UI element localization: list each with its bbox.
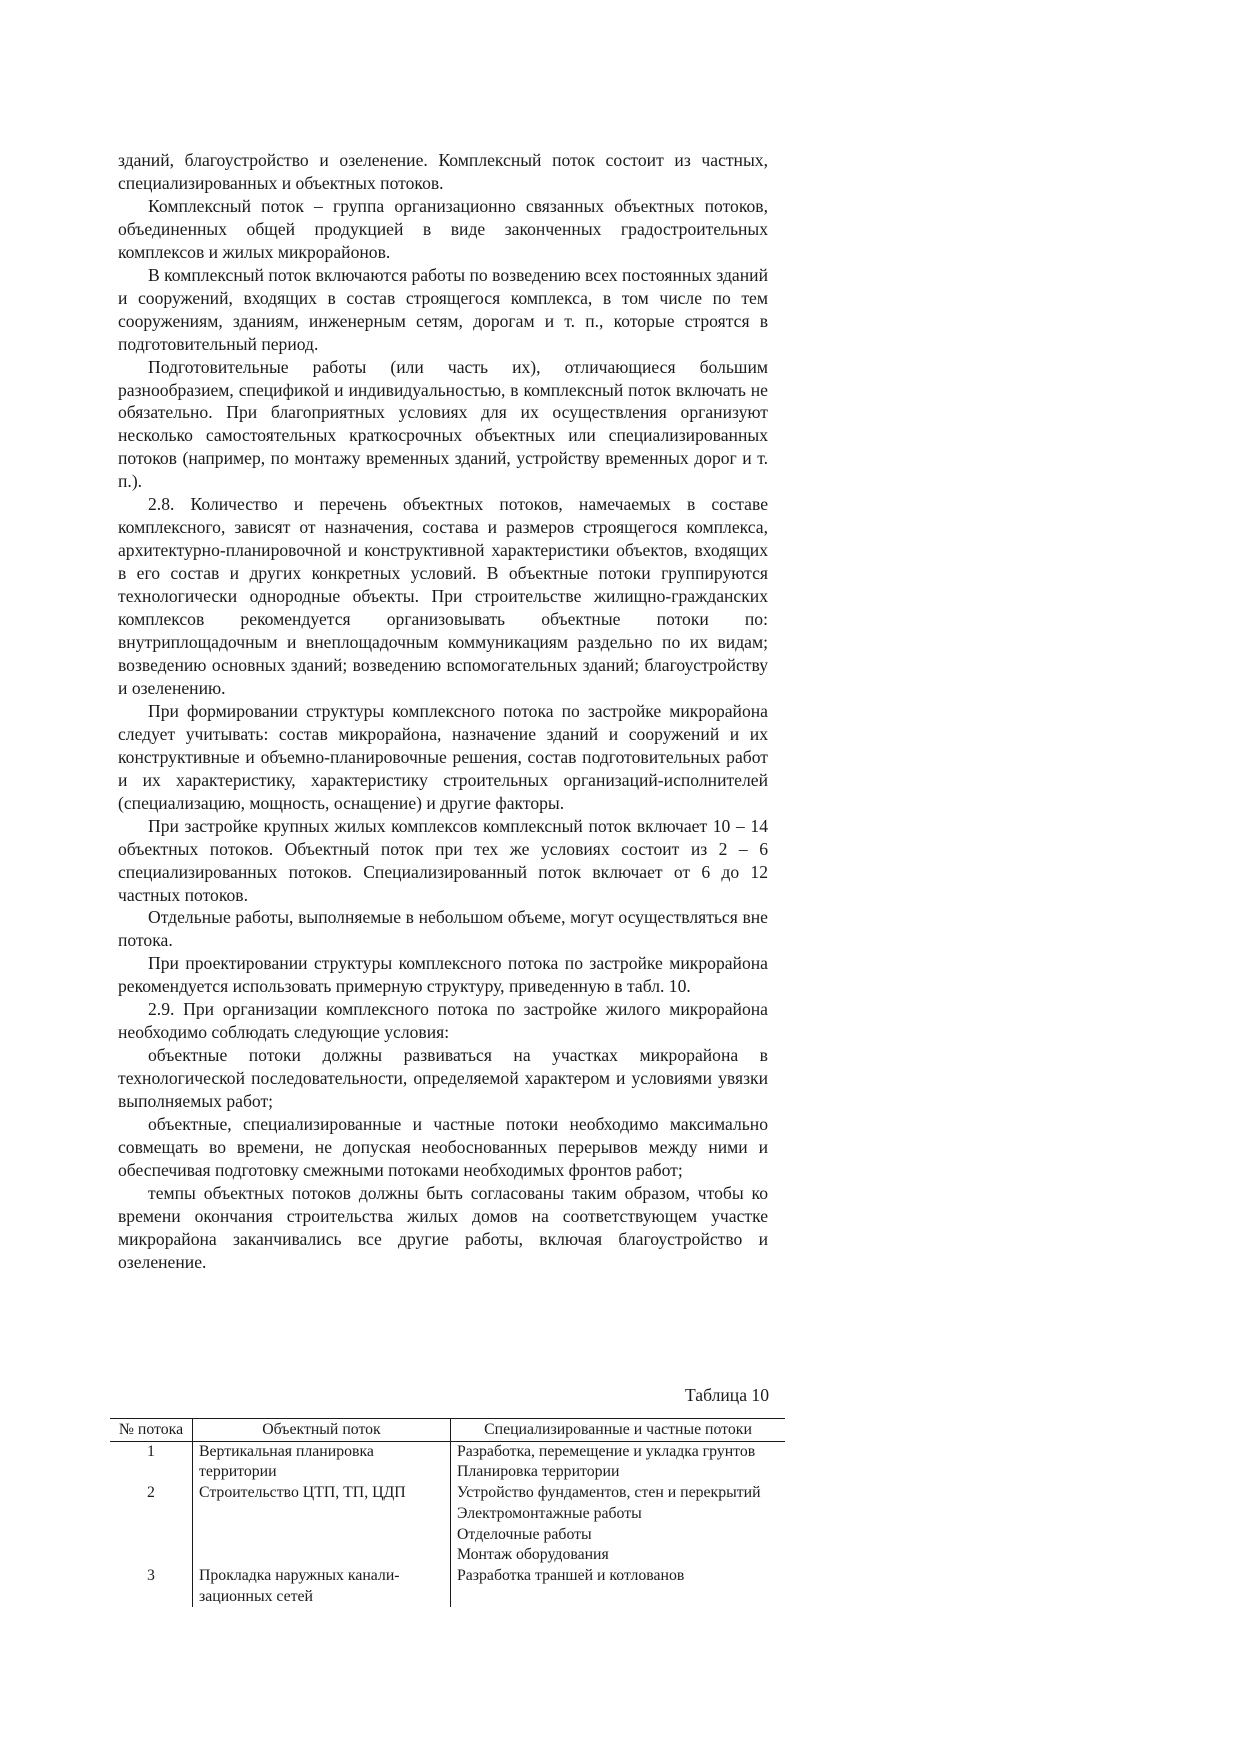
object-flow: Прокладка наружных канализационных сетей: [193, 1566, 451, 1607]
object-flow: Вертикальная планировка территории: [193, 1441, 451, 1483]
paragraph: В комплексный поток включаются работы по возведению всех постоянных зданий и сооружений, входящих в состав строящегося комплекса, в том числе по тем сооружениям, зданиям, инженерным сетям, дорогам и т. п., которые строятся в подготовительный период.: [118, 264, 768, 354]
table-header-row: [110, 1419, 785, 1442]
table-row: [110, 1566, 785, 1607]
special-flow-item: Электромонтажные работы: [457, 1504, 642, 1522]
special-flows: [451, 1483, 786, 1566]
paragraph: 2.9. При организации комплексного потока по застройке жилого микрорайона необходимо соблюдать следующие условия:: [118, 999, 768, 1043]
special-flows: [451, 1566, 786, 1607]
paragraph: Комплексный поток – группа организационно связанных объектных потоков, объединенных общей продукцией в виде законченных градостроительных комплексов и жилых микрорайонов.: [118, 195, 768, 262]
paragraph: При застройке крупных жилых комплексов комплексный поток включает 10 – 14 объектных потоков. Объектный поток при тех же условиях состоит из 2 – 6 специализированных потоков. Специализированный поток включает от 6 до 12 частных потоков.: [118, 815, 768, 905]
body-text: [118, 149, 768, 1274]
special-flow-item: Планировка территории: [457, 1463, 620, 1481]
paragraph: 2.8. Количество и перечень объектных потоков, намечаемых в составе комплексного, зависят от назначения, состава и размеров строящегося комплекса, архитектурно-планировочной и конструктивной характеристики объектов, входящих в его состав и других конкретных условий. В объектные потоки группируются технологически однородные объекты. При строительстве жилищно-гражданских комплексов рекомендуется организовывать объектные потоки по: внутриплощадочным и внеплощадочным коммуникациям раздельно по их видам; возведению основных зданий; возведению вспомогательных зданий; благоустройству и озеленению.: [118, 494, 768, 698]
object-flow: Строительство ЦТП, ТП, ЦДП: [193, 1483, 451, 1566]
table-caption: Таблица 10: [684, 1385, 769, 1405]
flow-number: 1: [147, 1442, 155, 1460]
flow-number: 3: [147, 1566, 155, 1584]
paragraph: Отдельные работы, выполняемые в небольшом объеме, могут осуществляться вне потока.: [118, 907, 768, 951]
flow-structure-table: [110, 1418, 785, 1607]
header-special-flows: Специализированные и частные потоки: [451, 1419, 786, 1442]
paragraph: Подготовительные работы (или часть их), отличающиеся большим разнообразием, спецификой и индивидуальностью, в комплексный поток включать не обязательно. При благоприятных условиях для их осуществления организуют несколько самостоятельных краткосрочных объектных или специализированных потоков (например, по монтажу временных зданий, устройству временных дорог и т. п.).: [118, 356, 768, 492]
paragraph: При формировании структуры комплексного потока по застройке микрорайона следует учитывать: состав микрорайона, назначение зданий и сооружений и их конструктивные и объемно-планировочные решения, состав подготовительных работ и их характеристику, характеристику строительных организаций-исполнителей (специализацию, мощность, оснащение) и другие факторы.: [118, 700, 768, 813]
table-row: [110, 1441, 785, 1483]
flow-number: 2: [147, 1484, 155, 1502]
paragraph: объектные, специализированные и частные потоки необходимо максимально совмещать во времени, не допуская необоснованных перерывов между ними и обеспечивая подготовку смежными потоками необходимых фронтов работ;: [118, 1114, 768, 1180]
special-flow-item: Монтаж оборудования: [457, 1546, 609, 1564]
paragraph: При проектировании структуры комплексного потока по застройке микрорайона рекомендуется использовать примерную структуру, приведенную в табл. 10.: [118, 953, 768, 997]
paragraph: зданий, благоустройство и озеленение. Комплексный поток состоит из частных, специализированных и объектных потоков.: [118, 150, 768, 193]
paragraph: темпы объектных потоков должны быть согласованы таким образом, чтобы ко времени окончания строительства жилых домов на соответствующем участке микрорайона заканчивались все другие работы, включая благоустройство и озеленение.: [118, 1182, 768, 1272]
special-flows: [451, 1441, 786, 1483]
header-flow-number: № потока: [110, 1419, 193, 1442]
special-flow-item: Отделочные работы: [457, 1525, 592, 1543]
paragraph: объектные потоки должны развиваться на участках микрорайона в технологической последовательности, определяемой характером и условиями увязки выполняемых работ;: [118, 1045, 768, 1112]
special-flow-item: Устройство фундаментов, стен и перекрытий: [457, 1484, 761, 1502]
header-object-flow: Объектный поток: [193, 1419, 451, 1442]
table-row: [110, 1483, 785, 1566]
special-flow-item: Разработка траншей и котлованов: [457, 1566, 685, 1584]
special-flow-item: Разработка, перемещение и укладка грунтов: [457, 1442, 756, 1460]
